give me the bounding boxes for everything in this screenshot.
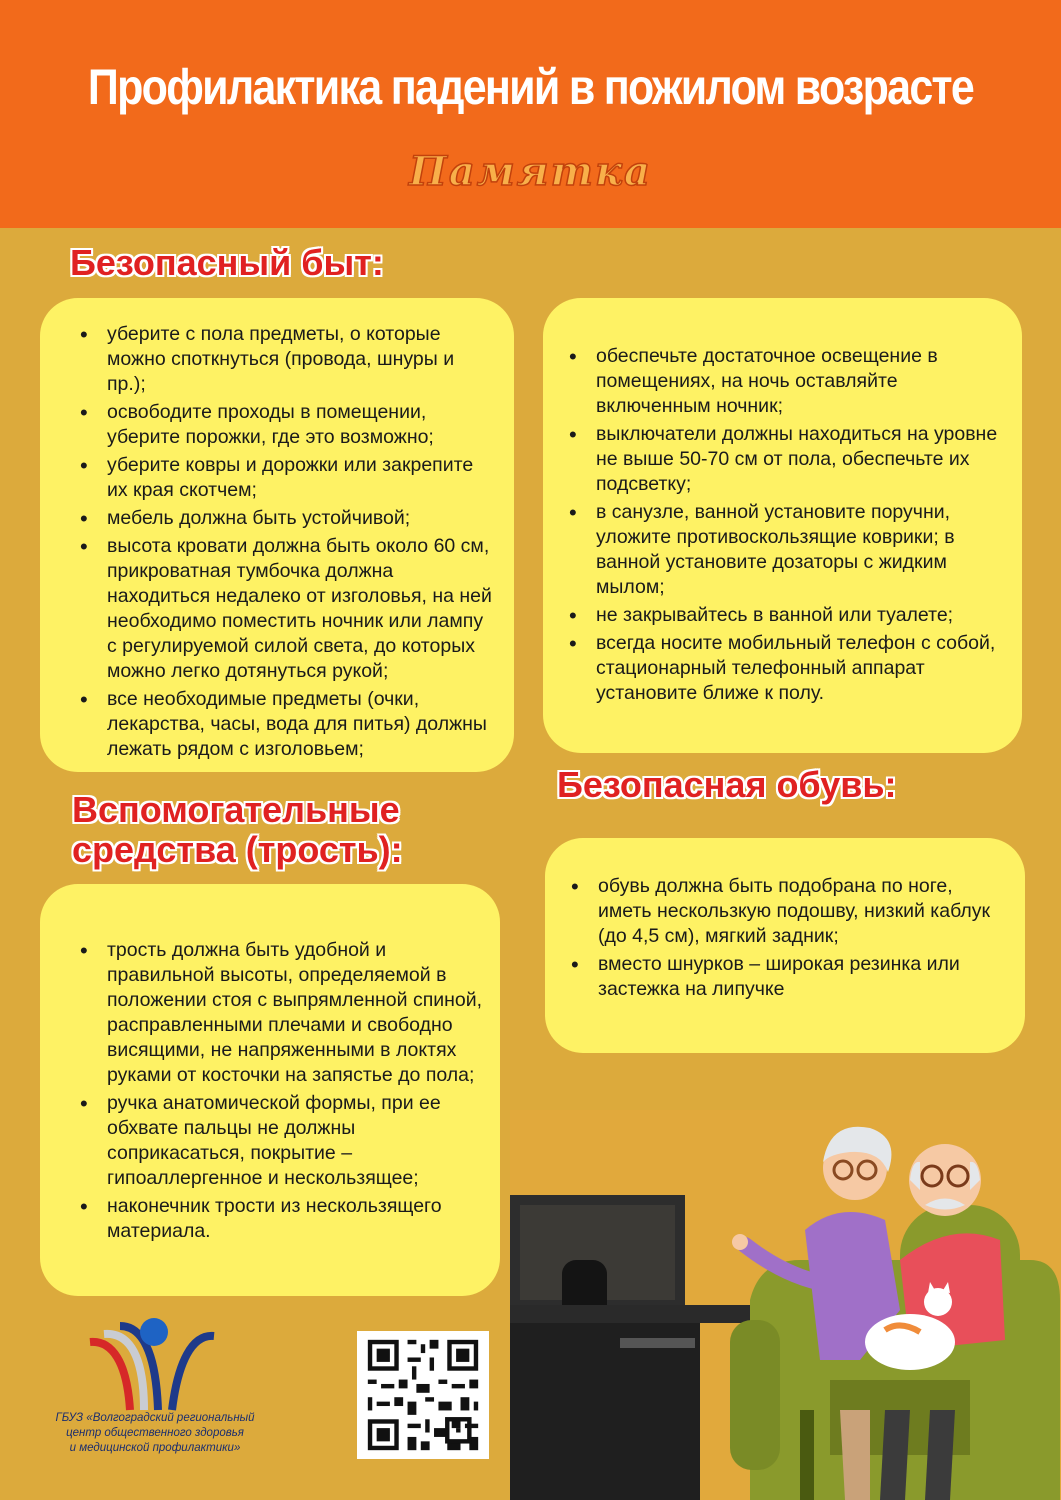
list-item: • вместо шнурков – широкая резинка или застежка на липучке xyxy=(565,952,1003,1002)
organization-caption xyxy=(40,1411,270,1456)
section-title-aids-line2: средства (трость): xyxy=(72,829,403,870)
list-item: • всегда носите мобильный телефон с собой, стационарный телефонный аппарат установите ближе к полу. xyxy=(563,631,1000,706)
aids-box xyxy=(40,884,500,1296)
shoes-list xyxy=(565,874,1003,1002)
org-line-2: центр общественного здоровья xyxy=(66,1427,244,1439)
shoes-box xyxy=(545,838,1025,1053)
section-title-home: Безопасный быт: xyxy=(70,242,384,283)
section-title-aids-line1: Вспомогательные xyxy=(72,789,400,830)
header-banner xyxy=(0,0,1061,228)
org-line-3: и медицинской профилактики» xyxy=(69,1442,241,1454)
list-item: • уберите с пола предметы, о которые можно споткнуться (провода, шнуры и пр.); xyxy=(74,322,494,397)
list-item: • обеспечьте достаточное освещение в помещениях, на ночь оставляйте включенным ночник; xyxy=(563,344,1000,419)
list-item: • мебель должна быть устойчивой; xyxy=(74,506,494,531)
page-subtitle: Памятка xyxy=(409,148,652,195)
list-item: • трость должна быть удобной и правильной высоты, определяемой в положении стоя с выпрямленной спиной, расправленными плечами и свободно висящими, не напряженными в локтях руками от косточки на запястье до пола; xyxy=(74,938,484,1088)
home-box-right xyxy=(543,298,1022,753)
list-item: • в санузле, ванной установите поручни, уложите противоскользящие коврики; в ванной установите дозаторы с жидким мылом; xyxy=(563,500,1000,600)
section-title-shoes: Безопасная обувь: xyxy=(557,764,897,805)
list-item: • все необходимые предметы (очки, лекарства, часы, вода для питья) должны лежать рядом с изголовьем; xyxy=(74,687,494,762)
list-item: • освободите проходы в помещении, уберите порожки, где это возможно; xyxy=(74,400,494,450)
qr-code[interactable] xyxy=(357,1331,489,1459)
page-title: Профилактика падений в пожилом возрасте xyxy=(87,59,974,115)
home-box-left xyxy=(40,298,514,772)
elderly-couple-illustration xyxy=(500,1110,1061,1500)
list-item: • высота кровати должна быть около 60 см, прикроватная тумбочка должна находиться недалеко от изголовья, на ней необходимо поместить ночник или лампу с регулируемой силой света, до которых можно легко дотянуться рукой; xyxy=(74,534,494,684)
organization-logo xyxy=(82,1312,222,1412)
aids-list xyxy=(74,938,484,1244)
home-list-left xyxy=(74,322,494,762)
section-title-aids xyxy=(72,790,403,870)
list-item: • обувь должна быть подобрана по ноге, иметь нескользкую подошву, низкий каблук (до 4,5 см), мягкий задник; xyxy=(565,874,1003,949)
list-item: • выключатели должны находиться на уровне не выше 50-70 см от пола, обеспечьте их подсветку; xyxy=(563,422,1000,497)
list-item: • наконечник трости из нескользящего материала. xyxy=(74,1194,484,1244)
list-item: • не закрывайтесь в ванной или туалете; xyxy=(563,603,1000,628)
list-item: • ручка анатомической формы, при ее обхвате пальцы не должны соприкасаться, покрытие – гипоаллергенное и нескользящее; xyxy=(74,1091,484,1191)
home-list-right xyxy=(563,344,1000,706)
list-item: • уберите ковры и дорожки или закрепите их края скотчем; xyxy=(74,453,494,503)
org-line-1: ГБУЗ «Волгоградский региональный xyxy=(55,1412,255,1424)
